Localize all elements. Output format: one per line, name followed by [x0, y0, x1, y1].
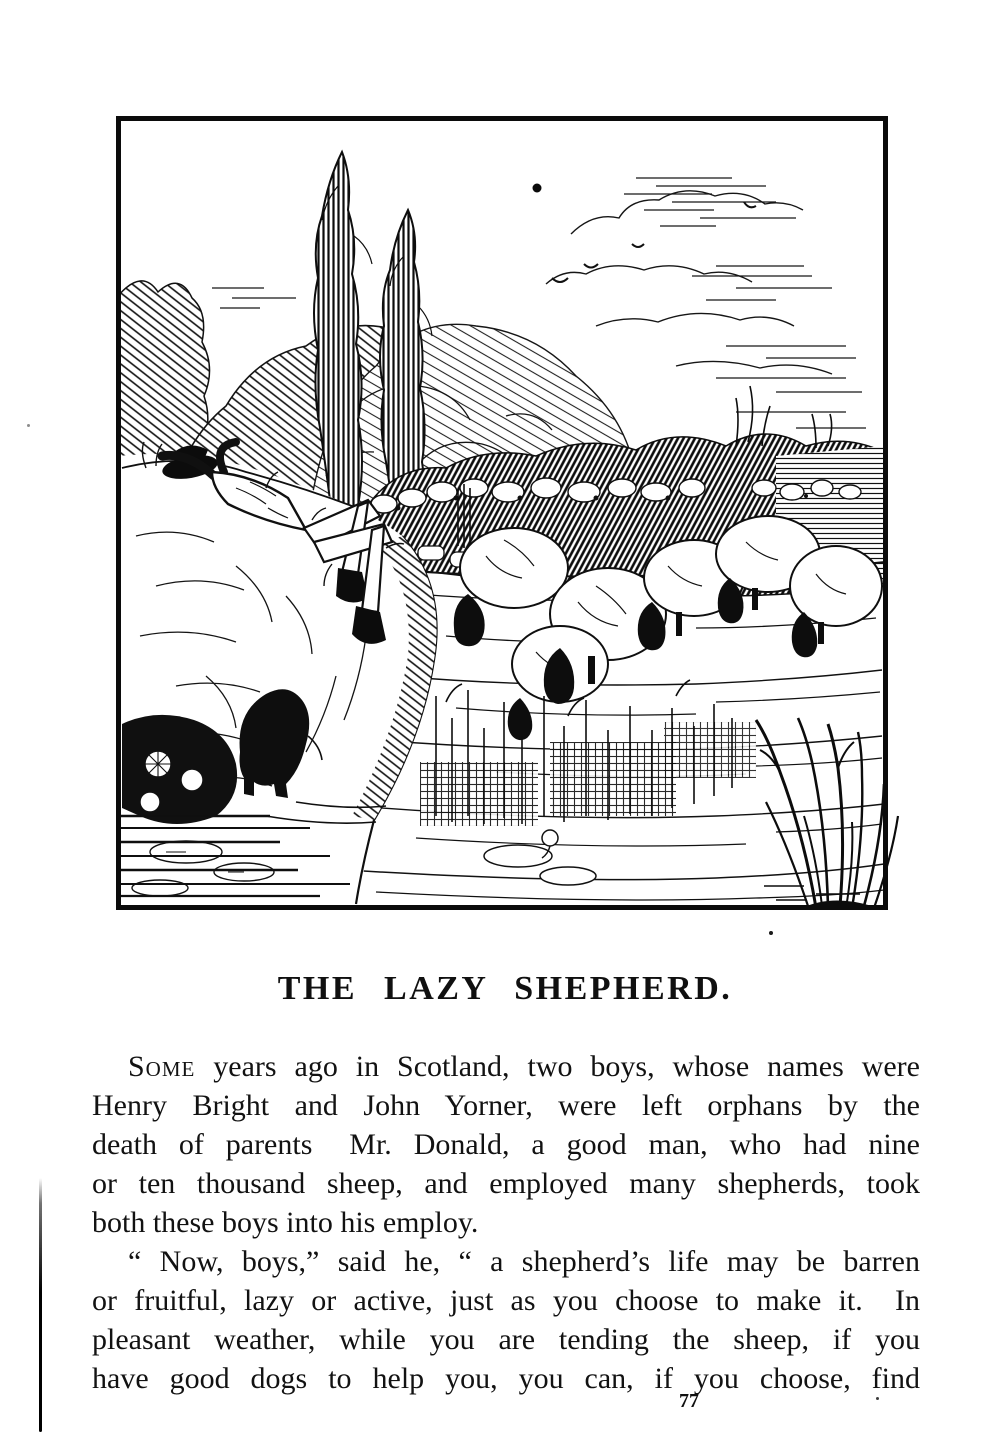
text-line: or ten thousand sheep, and employed many shepherds, took: [92, 1167, 920, 1200]
scan-speck: [769, 931, 773, 935]
page-number: 77: [679, 1390, 699, 1412]
scan-speck: [27, 424, 30, 427]
text-line: have good dogs to help you, you can, if you choose, find: [92, 1362, 920, 1395]
text-line: death of parents Mr. Donald, a good man, who had nine: [92, 1128, 920, 1161]
text-line: Some years ago in Scotland, two boys, whose names were: [128, 1050, 920, 1083]
scan-speck: [876, 1397, 879, 1400]
page-gutter-artifact: [39, 1178, 42, 1432]
text-line: Henry Bright and John Yorner, were left orphans by the: [92, 1089, 920, 1122]
text-line: or fruitful, lazy or active, just as you choose to make it. In: [92, 1284, 920, 1317]
sky-dot: [533, 184, 542, 193]
text-line: “ Now, boys,” said he, “ a shepherd’s life may be barren: [128, 1245, 920, 1278]
story-illustration: [116, 116, 888, 911]
text-line: both these boys into his employ.: [92, 1206, 479, 1239]
story-title: THE LAZY SHEPHERD.: [277, 970, 733, 1007]
small-caps-lead: Some: [128, 1050, 196, 1083]
story-text: [92, 1047, 920, 1398]
text-line: pleasant weather, while you are tending the sheep, if you: [92, 1323, 920, 1356]
